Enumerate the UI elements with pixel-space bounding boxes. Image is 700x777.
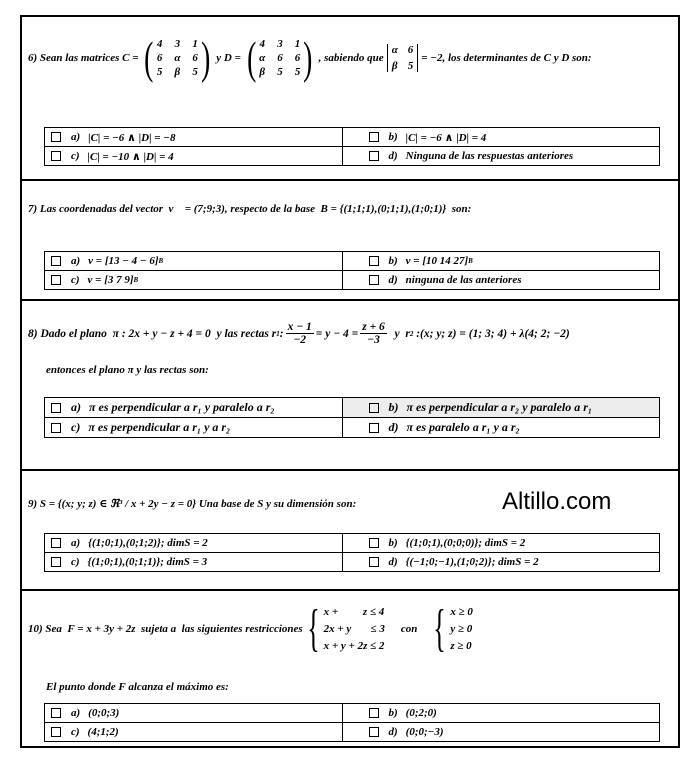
question-text: Las coordenadas del vector v⃗ = (7;9;3), respecto de la base B = {(1;1;1),(0;1;1),(1;0;1)} son: — [39, 203, 472, 215]
checkbox-icon[interactable] — [369, 275, 379, 285]
question-8-line2: entonces el plano π y las rectas son: — [46, 364, 209, 376]
question-number: 9) — [28, 497, 38, 510]
checkbox-icon[interactable] — [369, 538, 379, 548]
question-text: Sea F = x + 3y + 2z sujeta a las siguientes restricciones — [45, 623, 303, 635]
question-9-stem — [28, 497, 356, 510]
option-a[interactable]: a) v = [13 − 4 − 6] B — [45, 252, 342, 270]
question-8-stem: 8) Dado el plano π : 2x + y − z + 4 = 0 y las rectas r 1 : $\frac{x - 1}{-2}$ = y − 4 = $\frac{z + 6}{-3}$ y r 2 :(x; y; z) = (1; 3; 4) + λ(4; 2; −2) — [28, 321, 570, 346]
determinant: α 6 β 5 — [387, 44, 419, 72]
option-d[interactable]: d) {(−1;0;−1),(1;0;2)}; dimS = 2 — [342, 553, 660, 571]
option-a[interactable]: a) |C| = −6 ∧ |D| = −8 — [45, 128, 342, 146]
option-c[interactable]: c) v = [3 7 9] B — [45, 271, 342, 289]
options-table — [44, 703, 660, 742]
exam-frame — [20, 15, 680, 748]
option-c[interactable]: c) π es perpendicular a r₁ y a r₂ — [45, 418, 342, 437]
checkbox-icon[interactable] — [51, 538, 61, 548]
option-c[interactable]: c) (4;1;2) — [45, 723, 342, 741]
checkbox-icon[interactable] — [51, 708, 61, 718]
matrix-c-label: C = — [122, 52, 139, 64]
question-ask: los determinantes de C y D son: — [447, 52, 592, 64]
checkbox-icon[interactable] — [369, 557, 379, 567]
question-number: 10) — [28, 623, 43, 635]
checkbox-icon[interactable] — [369, 256, 379, 266]
question-8 — [22, 301, 678, 469]
option-b[interactable]: b) π es perpendicular a r₂ y paralelo a r₁ — [342, 398, 660, 417]
option-a[interactable]: a) {(1;0;1),(0;1;2)}; dimS = 2 — [45, 534, 342, 552]
options-table — [44, 127, 660, 166]
checkbox-icon[interactable] — [51, 557, 61, 567]
checkbox-icon[interactable] — [51, 151, 61, 161]
checkbox-icon[interactable] — [51, 727, 61, 737]
matrix-d-label: D = — [223, 52, 241, 64]
question-7-stem — [28, 203, 471, 215]
question-6 — [22, 17, 678, 179]
option-a[interactable]: a) (0;0;3) — [45, 704, 342, 722]
option-a[interactable]: a) π es perpendicular a r₁ y paralelo a r₂ — [45, 398, 342, 417]
question-10-ask: El punto donde F alcanza el máximo es: — [46, 681, 229, 693]
constraints-system: x + z ≤ 4 2x + y ≤ 3 x + y + 2z ≤ 2 — [323, 605, 385, 652]
checkbox-icon[interactable] — [369, 727, 379, 737]
question-number: 7) — [28, 203, 38, 215]
fraction: $\frac{x - 1}{-2}$ — [287, 321, 312, 346]
question-text: Sean las matrices — [39, 52, 120, 64]
option-d[interactable]: d) (0;0;−3) — [342, 723, 660, 741]
question-7 — [22, 181, 678, 299]
option-b[interactable]: b) v = [10 14 27] B — [342, 252, 660, 270]
option-c[interactable]: c) |C| = −10 ∧ |D| = 4 — [45, 147, 342, 165]
nonnegativity: x ≥ 0 y ≥ 0 z ≥ 0 — [450, 605, 473, 652]
option-b[interactable]: b) |C| = −6 ∧ |D| = 4 — [342, 128, 660, 146]
option-b[interactable]: b) (0;2;0) — [342, 704, 660, 722]
option-d[interactable]: d) ninguna de las anteriores — [342, 271, 660, 289]
matrix-d: ( 4 3 1 α 6 6 β 5 5 ) — [246, 32, 313, 83]
checkbox-icon[interactable] — [369, 132, 379, 142]
question-number: 6) — [28, 52, 38, 64]
question-number: 8) — [28, 327, 38, 340]
condition-text: , sabiendo que — [318, 52, 384, 64]
question-10 — [22, 591, 678, 748]
options-table — [44, 397, 660, 438]
checkbox-icon[interactable] — [369, 151, 379, 161]
checkbox-icon[interactable] — [51, 275, 61, 285]
checkbox-icon[interactable] — [51, 403, 61, 413]
checkbox-icon[interactable] — [51, 256, 61, 266]
conjunction: con — [400, 623, 418, 635]
option-c[interactable]: c) {(1;0;1),(0;1;1)}; dimS = 3 — [45, 553, 342, 571]
fraction: $\frac{z + 6}{-3}$ — [362, 321, 385, 346]
question-6-stem — [28, 32, 592, 83]
determinant-value: = −2, — [421, 52, 446, 64]
checkbox-icon[interactable] — [369, 708, 379, 718]
matrix-c: ( 4 3 1 6 α 6 5 β 5 ) — [144, 32, 211, 83]
option-b[interactable]: b) {(1;0;1),(0;0;0)}; dimS = 2 — [342, 534, 660, 552]
option-d[interactable]: d) Ninguna de las respuestas anteriores — [342, 147, 660, 165]
checkbox-icon[interactable] — [369, 403, 379, 413]
checkbox-icon[interactable] — [51, 132, 61, 142]
question-text: S = {(x; y; z) ∈ ℜ³ / x + 2y − z = 0} Una base de S y su dimensión son: — [39, 498, 357, 510]
options-table — [44, 251, 660, 290]
question-10-stem: 10) Sea F = x + 3y + 2z sujeta a las siguientes restricciones { x + z ≤ 4 2x + y ≤ 3 x + y + 2z ≤ 2 con { x ≥ 0 y ≥ 0 z ≥ 0 — [28, 600, 473, 657]
watermark-text: Altillo.com — [502, 488, 612, 515]
conjunction: y — [216, 52, 222, 64]
checkbox-icon[interactable] — [369, 423, 379, 433]
question-text: Dado el plano π : 2x + y − z + 4 = 0 y las rectas r — [40, 327, 277, 340]
options-table — [44, 533, 660, 572]
checkbox-icon[interactable] — [51, 423, 61, 433]
option-d[interactable]: d) π es paralelo a r₁ y a r₂ — [342, 418, 660, 437]
